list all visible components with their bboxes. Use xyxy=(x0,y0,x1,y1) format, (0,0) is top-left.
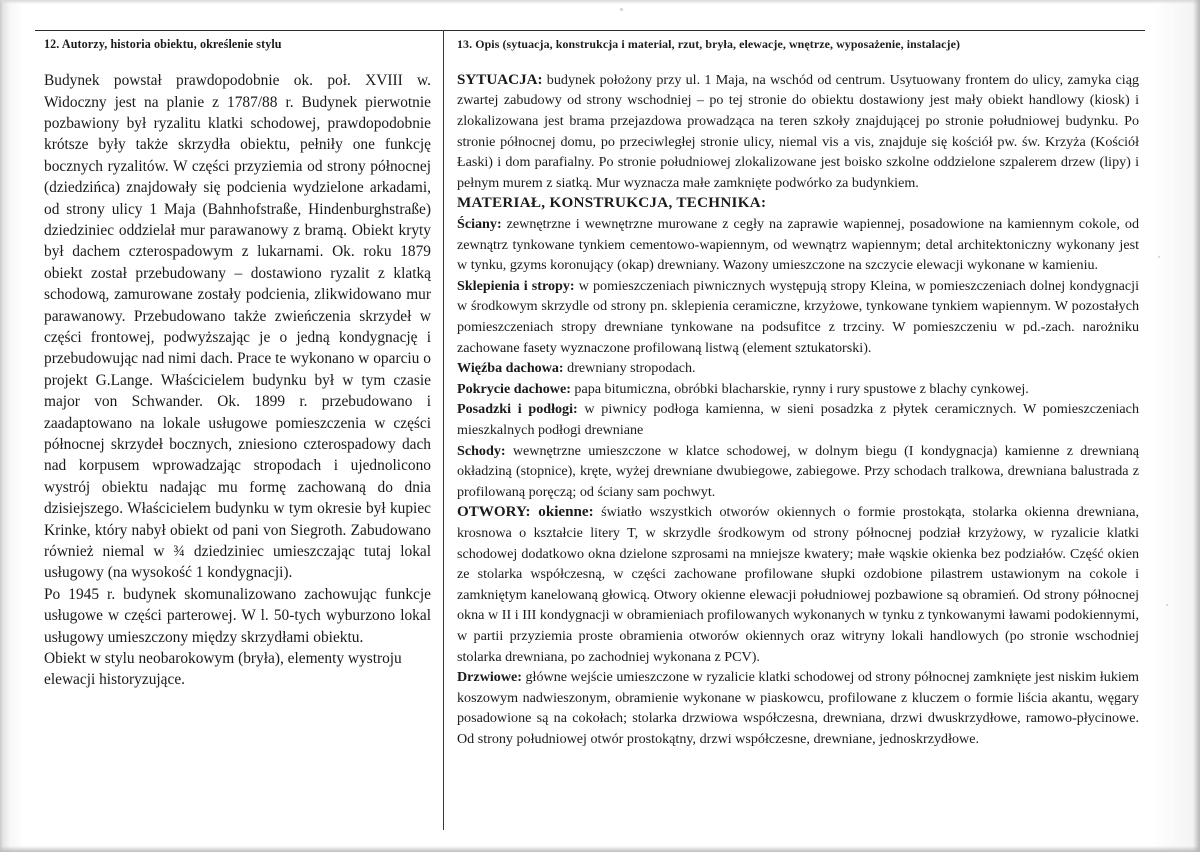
entry-label: Sklepienia i stropy: xyxy=(457,277,575,294)
entry-drzwiowe xyxy=(457,667,1139,749)
entry-label: Drzwiowe: xyxy=(457,669,522,686)
entry-text: światło wszystkich otworów okiennych o formie prostokąta, stolarka okienna drewniana, krosnowa o kształcie litery T, w skrzydle środkowym od strony północnej podział krzyżowy, w ryzalicie klatki schodowej dodatkowo okna dzielone szprosami na mniejsze kwatery; małe wąskie okienka bez podziałów. Część okien ze stolarka współczesną, w części zachowane profilowane słupki ozdobione pilastrem ustawionym na cokole i zamkniętym kanelowaną głowicą. Otwory okienne elewacji południowej pozbawione są obramień. Od strony północnej okna w II i III kondygnacji w obramieniach profilowanych wykonanych w tynku z tynkowanymi ławami podokiennymi, w partii przyziemia proste obramienia otworów okiennych oraz witryny lokali handlowych (po stronie wschodniej stolarka drewniana, po zachodniej wykonana z PCV). xyxy=(457,504,1139,665)
entry-text: drewniany stropodach. xyxy=(563,360,696,377)
entry-schody xyxy=(457,441,1139,503)
entry-otwory-okienne xyxy=(457,502,1139,667)
entry-sciany xyxy=(457,214,1139,276)
section-13-heading: 13. Opis (sytuacja, konstrukcja i material, rzut, bryła, elewacje, wnętrze, wyposażenie, instalacje) xyxy=(457,37,961,51)
paragraph: Po 1945 r. budynek skomunalizowano zachowując funkcje usługowe w części parterowej. W l. 50-tych wyburzono lokal usługowy umieszczony między skrzydłami obiektu. xyxy=(44,585,431,646)
document-sheet xyxy=(35,30,1145,830)
section-12-heading: 12. Autorzy, historia obiektu, określenie stylu xyxy=(44,37,282,51)
entry-label: Ściany: xyxy=(457,216,502,233)
entry-label: SYTUACJA: xyxy=(457,71,543,88)
section-13-body xyxy=(457,70,1139,750)
entry-material-konstrukcja-technika xyxy=(457,193,1139,214)
entry-text: w piwnicy podłoga kamienna, w sieni posadzka z płytek ceramicznych. W pomieszczeniach mieszkalnych podłogi drewniane xyxy=(457,401,1139,438)
entry-sklepienia-i-stropy xyxy=(457,276,1139,358)
entry-posadzki-i-podlogi xyxy=(457,399,1139,440)
entry-label: MATERIAŁ, KONSTRUKCJA, TECHNIKA: xyxy=(457,195,767,212)
entry-text: główne wejście umieszczone w ryzalicie klatki schodowej od strony północnej zamknięte jest niskim łukiem koszowym nadwieszonym, obramienie wykonane w piaskowcu, profilowane z kluczem o formie liścia akantu, węgary posadowione są na cokołach; stolarka drzwiowa współczesna, drewniana, drzwi dwuskrzydłowe, ramowo-płycinowe. Od strony południowej otwór prostokątny, drzwi współczesne, drewniane, jednoskrzydłowe. xyxy=(457,669,1139,747)
entry-label: Pokrycie dachowe: xyxy=(457,380,571,397)
entry-text: w pomieszczeniach piwnicznych występują stropy Kleina, w pomieszczeniach dolnej kondygnacji w środkowym skrzydle od strony pn. sklepienia ceramiczne, krzyżowe, tynkowane tynkiem wapiennym. W pozostałych pomieszczeniach stropy drewniane tynkowane na podsufitce z trzciny. W pomieszczeniu w pd.-zach. narożniku zachowane fasety wyznaczone profilowaną listwą (element sztukatorski). xyxy=(457,277,1139,356)
entry-label: Schody: xyxy=(457,442,506,459)
entry-text: budynek położony przy ul. 1 Maja, na wschód od centrum. Usytuowany frontem do ulicy, zamyka ciąg zwartej zabudowy od strony wschodniej – po tej stronie do obiektu dostawiony jest mały obiekt handlowy (kiosk) i zlokalizowana jest brama przejazdowa prowadząca na teren szkoły znajdującej po stronie południowej budynku. Po stronie północnej domu, po przeciwległej stronie ulicy, niemal vis a vis, znajduje się kościół pw. św. Krzyża (Kościół Łaski) i dom parafialny. Po stronie południowej zlokalizowane jest boisko szkolne oddzielone szpalerem drzew (lipy) i pełnym murem z siatką. Mur wyznacza małe zamknięte podwórko za budynkiem. xyxy=(457,71,1139,191)
paragraph: Obiekt w stylu neobarokowym (bryła), elementy wystroju elewacji historyzujące. xyxy=(44,650,402,689)
section-12-column xyxy=(35,30,443,749)
entry-text: wewnętrzne umieszczone w klatce schodowej, w dolnym biegu (I kondygnacja) kamienne z drewnianą okładziną (stopnice), kręte, wyżej drewniane dwubiegowe, zabiegowe. Przy schodach tralkowa, drewniana balustrada z profilowaną poręczą; od ściany sam pochwyt. xyxy=(457,442,1139,500)
section-12-body xyxy=(44,70,431,691)
entry-text: zewnętrzne i wewnętrzne murowane z cegły na zaprawie wapiennej, posadowione na kamiennym cokole, od zewnątrz tynkowane tynkiem cementowo-wapiennym, od wewnątrz wapiennym; detal architektoniczny wykonany jest w tynku, gzyms koronujący (okap) drewniany. Wazony umieszczone na szczycie elewacji wykonane w kamieniu. xyxy=(457,216,1139,274)
entry-sytuacja xyxy=(457,70,1139,194)
two-column-layout xyxy=(35,30,1145,749)
section-13-column xyxy=(443,30,1145,749)
paragraph: Budynek powstał prawdopodobnie ok. poł. XVIII w. Widoczny jest na planie z 1787/88 r. Budynek pierwotnie pozbawiony był ryzalitu klatki schodowej, prawdopodobnie krótsze były także skrzydła obiektu, pełniły one funkcję bocznych ryzalitów. W części przyziemia od strony północnej (dziedzińca) znajdowały się podcienia wydzielone arkadami, od strony ulicy 1 Maja (Bahnhofstraße, Hindenburghstraße) dziedziniec oddzielał mur parawanowy z bramą. Obiekt kryty był dachem czterospadowym z lukarnami. Ok. roku 1879 obiekt został przebudowany – dostawiono ryzalit z klatką schodową, zamurowane zostały podcienia, zlikwidowano mur parawanowy. Przebudowano także zwieńczenia skrzydeł w części frontowej, podwyższając je o jedną kondygnację i przebudowując nad nimi dach. Prace te wykonano w oparciu o projekt G.Lange. Właścicielem budynku był w tym czasie major von Schwander. Ok. 1899 r. przebudowano i zaadaptowano na lokale usługowe pomieszczenia w części północnej skrzydeł bocznych, zniesiono czterospadowy dach nad korpusem wprowadzając stropodach i ujednolicono wystrój obiektu nadając mu formę zachowaną do dnia dzisiejszego. Właścicielem budynku w tym okresie był kupiec Krinke, który nabył obiekt od pani von Siegroth. Zabudowano również niemal w ¾ dziedziniec umieszczając tutaj lokal usługowy (na wysokość 1 kondygnacji). xyxy=(44,72,431,582)
entry-text: papa bitumiczna, obróbki blacharskie, rynny i rury spustowe z blachy cynkowej. xyxy=(570,380,1029,397)
entry-pokrycie-dachowe xyxy=(457,379,1139,400)
entry-label: Posadzki i podłogi: xyxy=(457,401,578,418)
entry-wiezba-dachowa xyxy=(457,358,1139,379)
entry-label: OTWORY: okienne: xyxy=(457,504,594,521)
entry-label: Więźba dachowa: xyxy=(457,360,564,377)
